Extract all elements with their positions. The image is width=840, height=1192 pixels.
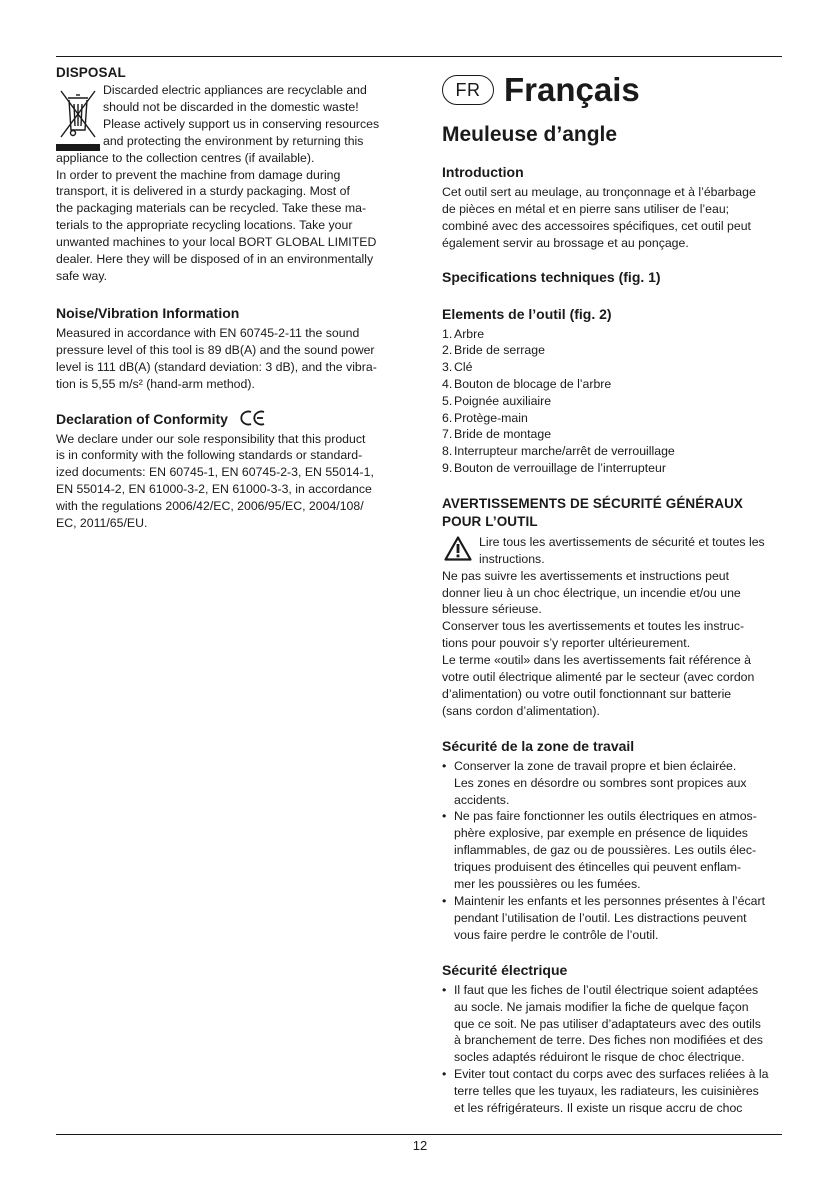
text-line: inflammables, de gaz ou de poussières. Les outils élec-: [454, 843, 757, 858]
item-number: 1.: [442, 326, 453, 341]
list-item: [442, 443, 782, 460]
list-item: [442, 359, 782, 376]
text-line: transport, it is delivered in a sturdy packaging. Most of: [56, 184, 350, 199]
language-title: Français: [504, 71, 640, 108]
text-line: également servir au brossage et au ponçage.: [442, 235, 689, 250]
work-area-heading: Sécurité de la zone de travail: [442, 737, 635, 754]
text-line: terre telles que les tuyaux, les radiateurs, les cuisinières: [454, 1084, 759, 1099]
item-number: 4.: [442, 377, 453, 392]
text-line: blessure sérieuse.: [442, 602, 542, 617]
electrical-heading: Sécurité électrique: [442, 961, 568, 978]
crossed-out-wheelie-bin-icon: [56, 86, 100, 152]
text-line: triques produisent des étincelles qui peuvent enflam-: [454, 860, 742, 875]
text-line: instructions.: [479, 551, 545, 566]
warning-triangle-icon: [444, 536, 472, 561]
elements-section: [442, 305, 782, 477]
text-line: Les zones en désordre ou sombres sont propices aux: [454, 775, 747, 790]
text-line: ized documents: EN 60745-1, EN 60745-2-3, EN 55014-1,: [56, 465, 374, 480]
warnings-heading-line: AVERTISSEMENTS DE SÉCURITÉ GÉNÉRAUX: [442, 495, 744, 511]
language-badge: FR: [442, 75, 494, 105]
introduction-section: [442, 163, 782, 252]
text-line: Cet outil sert au meulage, au tronçonnage et à l’ébarbage: [442, 185, 756, 199]
list-item: [442, 393, 782, 410]
warnings-heading: [442, 495, 782, 531]
text-line: • Conserver la zone de travail propre et bien éclairée.: [454, 758, 737, 773]
item-label: Protège-main: [454, 410, 528, 425]
text-line: socles adaptés réduiront le risque de choc électrique.: [454, 1050, 745, 1065]
item-number: 8.: [442, 444, 453, 459]
item-label: Bride de montage: [454, 427, 552, 442]
text-line: de pièces en métal et en pierre sans utiliser de l’eau;: [442, 201, 730, 216]
bottom-rule: [56, 1134, 782, 1135]
item-number: 9.: [442, 461, 453, 475]
item-label: Poignée auxiliaire: [454, 393, 552, 408]
text-line: phère explosive, par exemple en présence de liquides: [454, 826, 748, 841]
text-line: the packaging materials can be recycled. Take these ma-: [56, 201, 367, 216]
text-line: Le terme «outil» dans les avertissements fait référence à: [442, 653, 751, 668]
bullet-item: [442, 1066, 782, 1117]
disposal-indented-text: [56, 82, 398, 150]
text-line: • Eviter tout contact du corps avec des surfaces reliées à la: [454, 1067, 769, 1082]
text-line: appliance to the collection centres (if available).: [56, 150, 315, 165]
text-line: pendant l’utilisation de l’outil. Les distractions peuvent: [454, 910, 747, 925]
text-line: with the regulations 2006/42/EC, 2006/95/EC, 2004/108/: [56, 499, 364, 514]
noise-section: [56, 304, 398, 393]
item-number: 7.: [442, 427, 453, 442]
item-label: Bouton de verrouillage de l’interrupteur: [454, 461, 666, 475]
text-line: combiné avec des accessoires spécifiques, cet outil peut: [442, 218, 751, 233]
list-item: [442, 342, 782, 359]
list-item: [442, 326, 782, 343]
text-line: and protecting the environment by returning this: [103, 133, 364, 148]
text-line: dealer. Here they will be disposed of in an environmentally: [56, 252, 374, 267]
disposal-section: [56, 64, 398, 285]
warnings-body: [442, 534, 782, 720]
text-line: Please actively support us in conserving resources: [103, 116, 380, 131]
text-line: In order to prevent the machine from damage during: [56, 167, 341, 182]
text-line: terials to the appropriate recycling locations. Take your: [56, 218, 353, 233]
conformity-section: [56, 410, 398, 532]
bullet-item: [442, 982, 782, 1067]
general-warnings-section: [442, 495, 782, 720]
list-item: [442, 376, 782, 393]
text-line: level is 111 dB(A) (standard deviation: 3 dB), and the vibra-: [56, 359, 377, 374]
item-number: 6.: [442, 410, 453, 425]
introduction-heading: Introduction: [442, 164, 524, 180]
disposal-text: [56, 150, 398, 285]
item-number: 2.: [442, 343, 453, 358]
document-title: Meuleuse d’angle: [442, 123, 618, 146]
text-line: accidents.: [454, 792, 510, 807]
work-area-safety-section: [442, 737, 782, 944]
page-number: 12: [412, 1138, 428, 1153]
bullet-item: [442, 758, 782, 809]
warnings-heading-line: POUR L’OUTIL: [442, 513, 538, 529]
text-line: (sans cordon d’alimentation).: [442, 703, 600, 718]
text-line: au socle. Ne jamais modifier la fiche de quelque façon: [454, 999, 749, 1014]
text-line: donner lieu à un choc électrique, un incendie et/ou une: [442, 585, 741, 600]
list-item: [442, 426, 782, 443]
text-line: We declare under our sole responsibility that this product: [56, 431, 366, 446]
top-rule: [56, 56, 782, 57]
work-area-bullets: [442, 758, 782, 944]
item-label: Bouton de blocage de l’arbre: [454, 377, 612, 392]
left-column: [56, 64, 398, 532]
text-line: à branchement de terre. Des fiches non modifiées et des: [454, 1033, 763, 1048]
text-line: should not be discarded in the domestic waste!: [103, 99, 359, 114]
electrical-safety-section: [442, 961, 782, 1117]
noise-heading: Noise/Vibration Information: [56, 304, 240, 321]
text-line: d’alimentation) ou votre outil fonctionnant sur batterie: [442, 686, 732, 701]
right-column: [442, 70, 782, 1117]
specifications-section: [442, 268, 782, 286]
ce-mark-icon: [240, 410, 266, 426]
language-header: [442, 70, 782, 110]
text-line: Discarded electric appliances are recyclable and: [103, 83, 367, 97]
bullet-item: [442, 893, 782, 944]
item-label: Interrupteur marche/arrêt de verrouillage: [454, 444, 675, 459]
text-line: que ce soit. Ne pas utiliser d’adaptateurs avec des outils: [454, 1016, 761, 1031]
item-number: 3.: [442, 360, 453, 375]
text-line: Conserver tous les avertissements et toutes les instruc-: [442, 619, 745, 634]
text-line: votre outil électrique alimenté par le secteur (avec cordon: [442, 670, 755, 685]
item-label: Bride de serrage: [454, 343, 545, 358]
conformity-heading-text: Declaration of Conformity: [56, 410, 228, 427]
elements-heading: Elements de l’outil (fig. 2): [442, 305, 612, 322]
text-line: Measured in accordance with EN 60745-2-11 the sound: [56, 325, 360, 340]
text-line: tion is 5,55 m/s² (hand-arm method).: [56, 376, 255, 391]
text-line: • Il faut que les fiches de l’outil électrique soient adaptées: [454, 982, 759, 997]
text-line: Ne pas suivre les avertissements et instructions peut: [442, 568, 730, 583]
conformity-heading: [56, 410, 398, 428]
text-line: pressure level of this tool is 89 dB(A) and the sound power: [56, 342, 375, 357]
text-line: • Ne pas faire fonctionner les outils électriques en atmos-: [454, 809, 757, 824]
text-line: et les réfrigérateurs. Il existe un risque accru de choc: [454, 1101, 743, 1116]
electrical-bullets: [442, 982, 782, 1117]
text-line: unwanted machines to your local BORT GLOBAL LIMITED: [56, 235, 377, 250]
warnings-text: [442, 534, 782, 720]
bullet-item: [442, 808, 782, 893]
text-line: safe way.: [56, 268, 108, 283]
parts-list: [442, 326, 782, 477]
text-line: EC, 2011/65/EU.: [56, 516, 148, 531]
item-number: 5.: [442, 393, 453, 408]
text-line: mer les poussières ou les fumées.: [454, 877, 641, 892]
text-line: EN 55014-2, EN 61000-3-2, EN 61000-3-3, in accordance: [56, 482, 372, 497]
text-line: • Maintenir les enfants et les personnes présentes à l’écart: [454, 894, 766, 909]
text-line: is in conformity with the following standards or standard-: [56, 448, 363, 463]
list-item: [442, 410, 782, 427]
disposal-heading: DISPOSAL: [56, 65, 126, 80]
list-item: [442, 460, 782, 477]
text-line: Lire tous les avertissements de sécurité et toutes les: [479, 534, 765, 549]
text-line: tions pour pouvoir s’y reporter ultérieurement.: [442, 636, 691, 651]
text-line: vous faire perdre le contrôle de l’outil.: [454, 927, 659, 942]
item-label: Arbre: [454, 326, 485, 341]
specifications-heading: Specifications techniques (fig. 1): [442, 268, 661, 285]
item-label: Clé: [454, 360, 473, 375]
